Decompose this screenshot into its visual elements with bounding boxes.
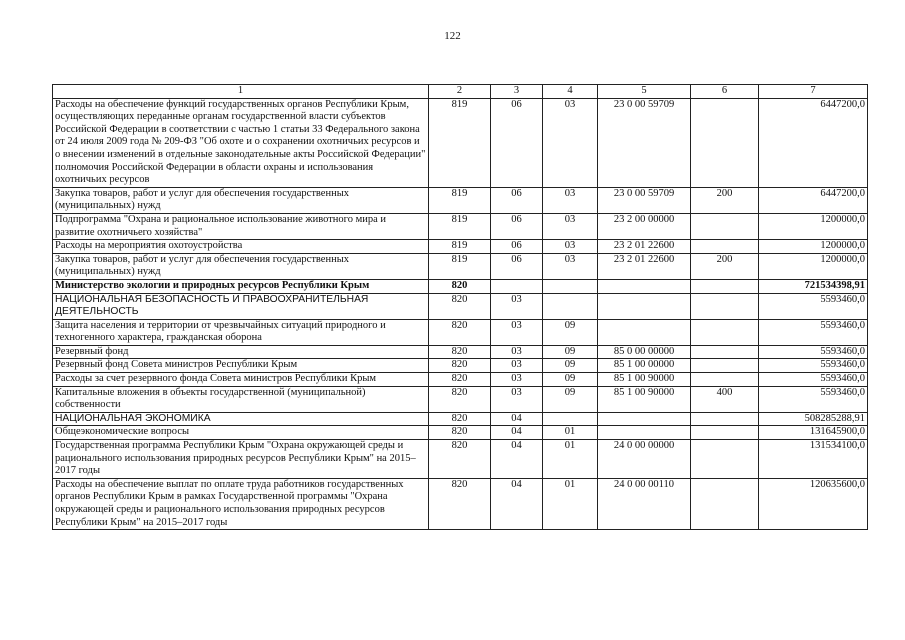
table-row	[53, 240, 868, 254]
expense-type-code: 200	[691, 187, 759, 213]
row-amount: 131645900,0	[759, 426, 868, 440]
expense-type-code	[691, 240, 759, 254]
row-amount: 131534100,0	[759, 440, 868, 479]
column-header: 6	[691, 85, 759, 99]
row-amount: 6447200,0	[759, 98, 868, 187]
subsection-code: 09	[543, 373, 598, 387]
table-row	[53, 293, 868, 319]
row-name: Министерство экологии и природных ресурсов Республики Крым	[53, 279, 429, 293]
ministry-code: 820	[429, 345, 491, 359]
expense-type-code	[691, 373, 759, 387]
section-code: 04	[491, 478, 543, 529]
subsection-code	[543, 279, 598, 293]
row-name: Закупка товаров, работ и услуг для обеспечения государственных (муниципальных) нужд	[53, 187, 429, 213]
subsection-code: 09	[543, 319, 598, 345]
subsection-code: 03	[543, 240, 598, 254]
subsection-code: 03	[543, 253, 598, 279]
expense-type-code	[691, 478, 759, 529]
table-row	[53, 412, 868, 426]
expense-type-code	[691, 440, 759, 479]
section-code: 06	[491, 253, 543, 279]
target-article-code	[598, 293, 691, 319]
table-row	[53, 440, 868, 479]
table-row	[53, 386, 868, 412]
target-article-code: 23 0 00 59709	[598, 187, 691, 213]
ministry-code: 819	[429, 187, 491, 213]
subsection-code: 09	[543, 386, 598, 412]
table-row	[53, 213, 868, 239]
expense-type-code	[691, 98, 759, 187]
expense-type-code	[691, 319, 759, 345]
expense-type-code	[691, 426, 759, 440]
row-amount: 5593460,0	[759, 345, 868, 359]
section-code: 06	[491, 187, 543, 213]
table-row	[53, 98, 868, 187]
subsection-code: 03	[543, 187, 598, 213]
row-name: Расходы на обеспечение выплат по оплате труда работников государственных органов Республики Крым в рамках Государственной программы "Охрана окружающей среды и рационального использования природных ресурсов Республики Крым" на 2015–2017 годы	[53, 478, 429, 529]
ministry-code: 820	[429, 373, 491, 387]
row-name: НАЦИОНАЛЬНАЯ БЕЗОПАСНОСТЬ И ПРАВООХРАНИТЕЛЬНАЯ ДЕЯТЕЛЬНОСТЬ	[53, 293, 429, 319]
row-amount: 721534398,91	[759, 279, 868, 293]
row-name: Подпрограмма "Охрана и рациональное использование животного мира и развитие охотничьего хозяйства"	[53, 213, 429, 239]
row-name: Капитальные вложения в объекты государственной (муниципальной) собственности	[53, 386, 429, 412]
budget-table	[52, 84, 868, 530]
ministry-code: 820	[429, 440, 491, 479]
column-header: 2	[429, 85, 491, 99]
table-row	[53, 359, 868, 373]
ministry-code: 819	[429, 240, 491, 254]
subsection-code: 09	[543, 345, 598, 359]
target-article-code: 24 0 00 00000	[598, 440, 691, 479]
row-name: Расходы на мероприятия охотоустройства	[53, 240, 429, 254]
row-amount: 1200000,0	[759, 240, 868, 254]
ministry-code: 820	[429, 412, 491, 426]
expense-type-code	[691, 279, 759, 293]
ministry-code: 819	[429, 213, 491, 239]
row-name: Государственная программа Республики Крым "Охрана окружающей среды и рационального использования природных ресурсов Республики Крым" на 2015–2017 годы	[53, 440, 429, 479]
ministry-code: 819	[429, 253, 491, 279]
section-code: 03	[491, 319, 543, 345]
table-row	[53, 426, 868, 440]
subsection-code	[543, 293, 598, 319]
target-article-code: 85 1 00 00000	[598, 359, 691, 373]
row-amount: 1200000,0	[759, 213, 868, 239]
ministry-code: 820	[429, 386, 491, 412]
row-amount: 5593460,0	[759, 319, 868, 345]
target-article-code: 23 0 00 59709	[598, 98, 691, 187]
subsection-code: 01	[543, 440, 598, 479]
target-article-code: 85 0 00 00000	[598, 345, 691, 359]
row-name: Закупка товаров, работ и услуг для обеспечения государственных (муниципальных) нужд	[53, 253, 429, 279]
table-row	[53, 319, 868, 345]
subsection-code: 03	[543, 98, 598, 187]
row-name: Общеэкономические вопросы	[53, 426, 429, 440]
ministry-code: 820	[429, 359, 491, 373]
section-code: 04	[491, 440, 543, 479]
target-article-code: 85 1 00 90000	[598, 386, 691, 412]
subsection-code	[543, 412, 598, 426]
subsection-code: 01	[543, 478, 598, 529]
expense-type-code: 400	[691, 386, 759, 412]
table-row	[53, 187, 868, 213]
ministry-code: 820	[429, 319, 491, 345]
section-code: 04	[491, 426, 543, 440]
expense-type-code	[691, 412, 759, 426]
table-row	[53, 373, 868, 387]
table-header-row	[53, 85, 868, 99]
row-amount: 5593460,0	[759, 293, 868, 319]
ministry-code: 820	[429, 426, 491, 440]
row-name: Расходы на обеспечение функций государственных органов Республики Крым, осуществляющих переданные органам государственной власти субъектов Российской Федерации в соответствии с частью 1 статьи 33 Федерального закона от 24 июля 2009 года № 209-ФЗ "Об охоте и о сохранении охотничьих ресурсов и о внесении изменений в отдельные законодательные акты Российской Федерации" полномочия Российской Федерации в области охраны и использования охотничьих ресурсов	[53, 98, 429, 187]
row-name: Расходы за счет резервного фонда Совета министров Республики Крым	[53, 373, 429, 387]
ministry-code: 820	[429, 293, 491, 319]
section-code: 06	[491, 98, 543, 187]
ministry-code: 820	[429, 279, 491, 293]
section-code: 06	[491, 240, 543, 254]
target-article-code: 23 2 01 22600	[598, 253, 691, 279]
subsection-code: 09	[543, 359, 598, 373]
subsection-code: 03	[543, 213, 598, 239]
table-row	[53, 345, 868, 359]
target-article-code	[598, 426, 691, 440]
target-article-code	[598, 279, 691, 293]
table-row	[53, 279, 868, 293]
section-code: 03	[491, 359, 543, 373]
section-code: 03	[491, 293, 543, 319]
target-article-code	[598, 319, 691, 345]
row-amount: 508285288,91	[759, 412, 868, 426]
column-header: 5	[598, 85, 691, 99]
column-header: 1	[53, 85, 429, 99]
table-row	[53, 478, 868, 529]
subsection-code: 01	[543, 426, 598, 440]
expense-type-code	[691, 213, 759, 239]
section-code: 04	[491, 412, 543, 426]
target-article-code: 85 1 00 90000	[598, 373, 691, 387]
row-amount: 1200000,0	[759, 253, 868, 279]
target-article-code: 24 0 00 00110	[598, 478, 691, 529]
target-article-code: 23 2 01 22600	[598, 240, 691, 254]
column-header: 4	[543, 85, 598, 99]
expense-type-code: 200	[691, 253, 759, 279]
page-number: 122	[444, 30, 461, 42]
expense-type-code	[691, 293, 759, 319]
ministry-code: 820	[429, 478, 491, 529]
ministry-code: 819	[429, 98, 491, 187]
row-amount: 120635600,0	[759, 478, 868, 529]
section-code: 03	[491, 345, 543, 359]
expense-type-code	[691, 345, 759, 359]
row-amount: 5593460,0	[759, 373, 868, 387]
row-name: Резервный фонд	[53, 345, 429, 359]
row-amount: 5593460,0	[759, 359, 868, 373]
table-row	[53, 253, 868, 279]
row-name: НАЦИОНАЛЬНАЯ ЭКОНОМИКА	[53, 412, 429, 426]
column-header: 7	[759, 85, 868, 99]
section-code: 06	[491, 213, 543, 239]
row-name: Защита населения и территории от чрезвычайных ситуаций природного и техногенного характера, гражданская оборона	[53, 319, 429, 345]
row-name: Резервный фонд Совета министров Республики Крым	[53, 359, 429, 373]
section-code	[491, 279, 543, 293]
target-article-code	[598, 412, 691, 426]
expense-type-code	[691, 359, 759, 373]
target-article-code: 23 2 00 00000	[598, 213, 691, 239]
row-amount: 6447200,0	[759, 187, 868, 213]
column-header: 3	[491, 85, 543, 99]
section-code: 03	[491, 386, 543, 412]
section-code: 03	[491, 373, 543, 387]
row-amount: 5593460,0	[759, 386, 868, 412]
